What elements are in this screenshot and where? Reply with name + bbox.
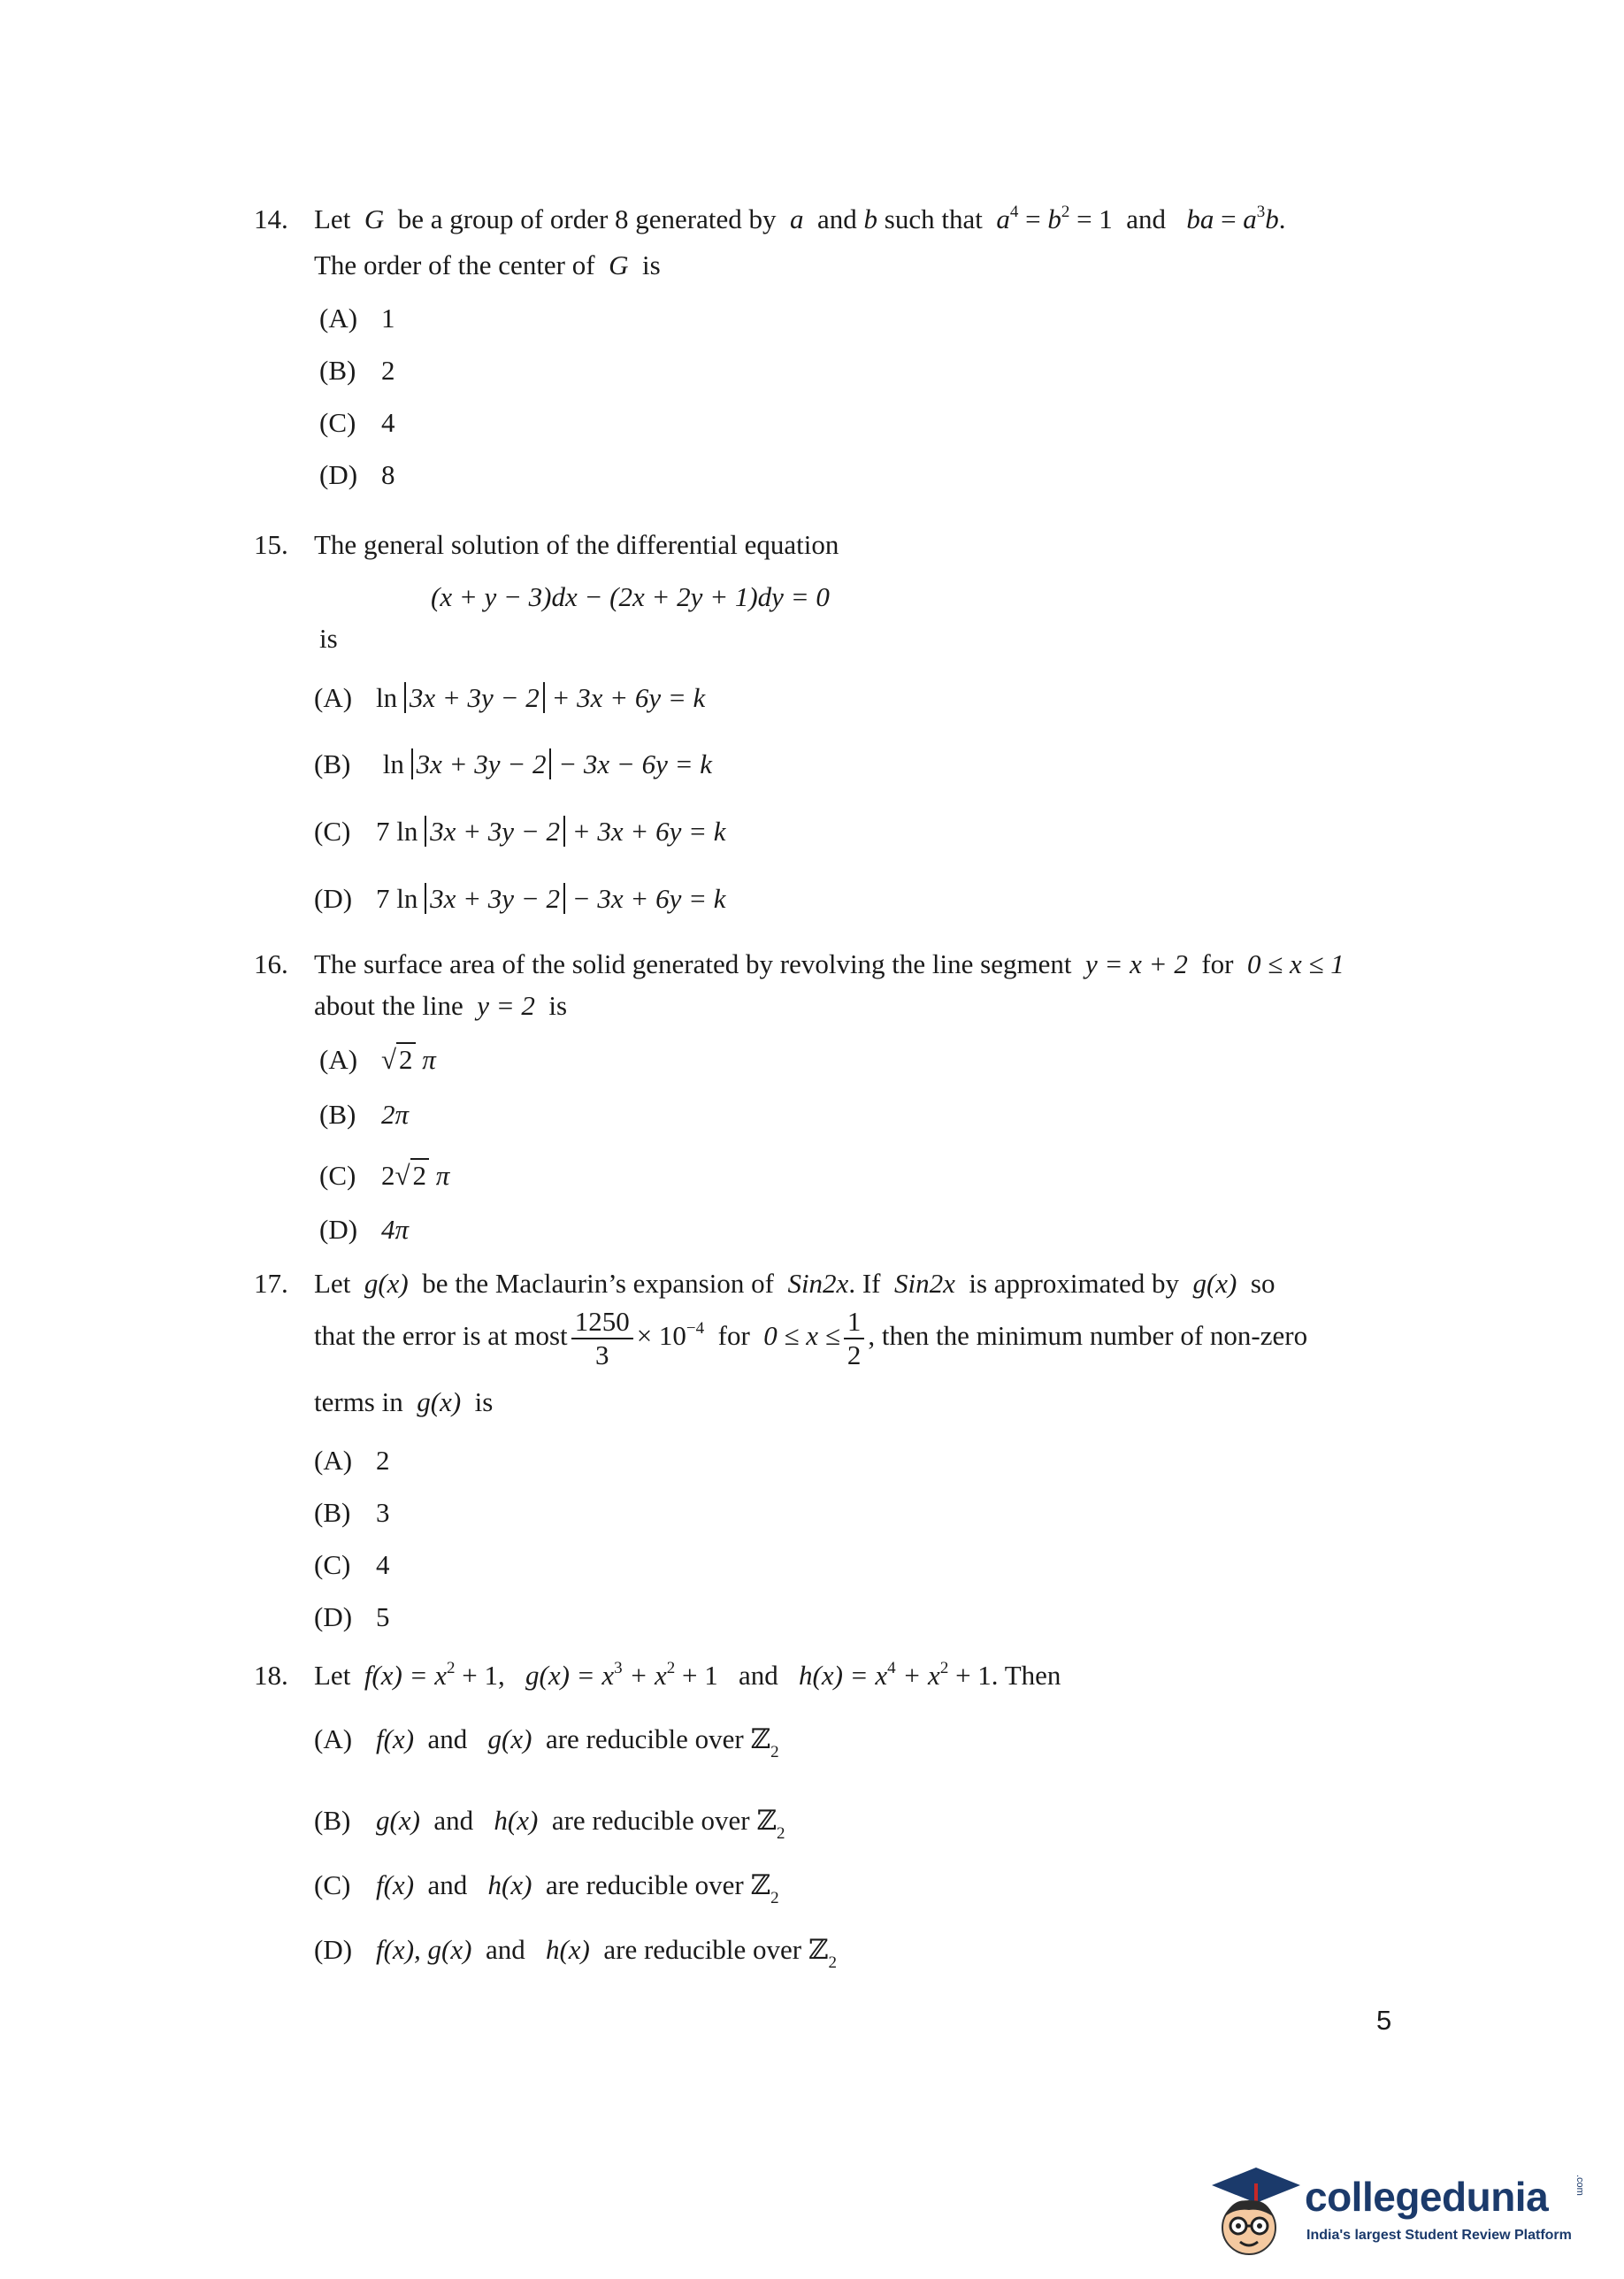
option-a: (A) 1	[319, 303, 395, 334]
option-c: (C) f(x) and h(x) are reducible over ℤ$_2$	[314, 1869, 779, 1907]
option-b: (B) g(x) and h(x) are reducible over ℤ$_2$	[314, 1805, 785, 1843]
brand-dotcom: .com	[1574, 2175, 1585, 2196]
brand-tagline: India's largest Student Review Platform	[1306, 2228, 1572, 2243]
option-a: (A) 2	[314, 1445, 390, 1476]
question-number: 14.	[254, 203, 288, 234]
differential-equation: (x + y − 3)dx − (2x + 2y + 1)dy = 0	[431, 581, 830, 612]
option-d: (D) 4π	[319, 1214, 410, 1245]
question-stem-line-1: Let G be a group of order 8 generated by a and b such that $a^4 = b^2 = 1$ and ba = $a^3b$.	[314, 203, 1286, 234]
question-stem-line-1: The general solution of the differential equation	[314, 529, 839, 560]
option-a: (A) ln 3x + 3y − 2 + 3x + 6y = k	[314, 682, 706, 713]
question-number: 18.	[254, 1660, 288, 1691]
question-stem-line-2: that the error is at most $\frac{1250}{3}$ × $10^{-4}$ for 0 ≤ x ≤ $\frac{1}{2}$ , then the minimum number of non-zero	[314, 1306, 1308, 1370]
question-number: 15.	[254, 529, 288, 560]
option-d: (D) 5	[314, 1601, 390, 1632]
option-c: (C) 2√2 π	[319, 1160, 450, 1191]
option-d: (D) 7 ln 3x + 3y − 2 − 3x + 6y = k	[314, 883, 726, 914]
question-stem-line-2: about the line y = 2 is	[314, 990, 568, 1021]
option-a: (A) f(x) and g(x) are reducible over ℤ$_2$	[314, 1723, 779, 1761]
collegedunia-logo	[1203, 2166, 1592, 2259]
option-b: (B) ln 3x + 3y − 2 − 3x − 6y = k	[314, 748, 713, 779]
question-stem-line-1: Let $f(x) = x^2 + 1$, $g(x) = x^3 + x^2 + 1$ and $h(x) = x^4 + x^2 + 1$. Then	[314, 1659, 1061, 1691]
question-stem-line-1: The surface area of the solid generated by revolving the line segment y = x + 2 for 0 ≤ x ≤ 1	[314, 948, 1344, 979]
sqrt-symbol: √2	[395, 1160, 430, 1192]
question-stem-line-3: is	[319, 623, 338, 654]
option-d: (D) f(x), g(x) and h(x) are reducible over ℤ$_2$	[314, 1934, 837, 1972]
question-number: 17.	[254, 1268, 288, 1299]
question-stem-line-3: terms in g(x) is	[314, 1386, 494, 1417]
option-b: (B) 3	[314, 1497, 390, 1528]
question-stem-line-1: Let g(x) be the Maclaurin’s expansion of Sin2x. If Sin2x is approximated by g(x) so	[314, 1268, 1275, 1299]
option-c: (C) 7 ln 3x + 3y − 2 + 3x + 6y = k	[314, 816, 726, 847]
page-number: 5	[1376, 2005, 1392, 2036]
mascot-icon	[1203, 2166, 1300, 2259]
option-c: (C) 4	[319, 407, 395, 438]
option-a: (A) √2 π	[319, 1044, 436, 1075]
fraction: $\frac{1250}{3}$	[571, 1306, 633, 1371]
question-number: 16.	[254, 948, 288, 979]
fraction: $\frac{1}{2}$	[844, 1306, 865, 1371]
option-b: (B) 2	[319, 355, 395, 386]
option-c: (C) 4	[314, 1549, 390, 1580]
question-stem-line-2: The order of the center of G is	[314, 249, 661, 280]
sqrt-symbol: √2	[381, 1044, 416, 1076]
option-b: (B) 2π	[319, 1099, 410, 1130]
option-d: (D) 8	[319, 459, 395, 490]
brand-name: collegedunia	[1305, 2174, 1549, 2220]
